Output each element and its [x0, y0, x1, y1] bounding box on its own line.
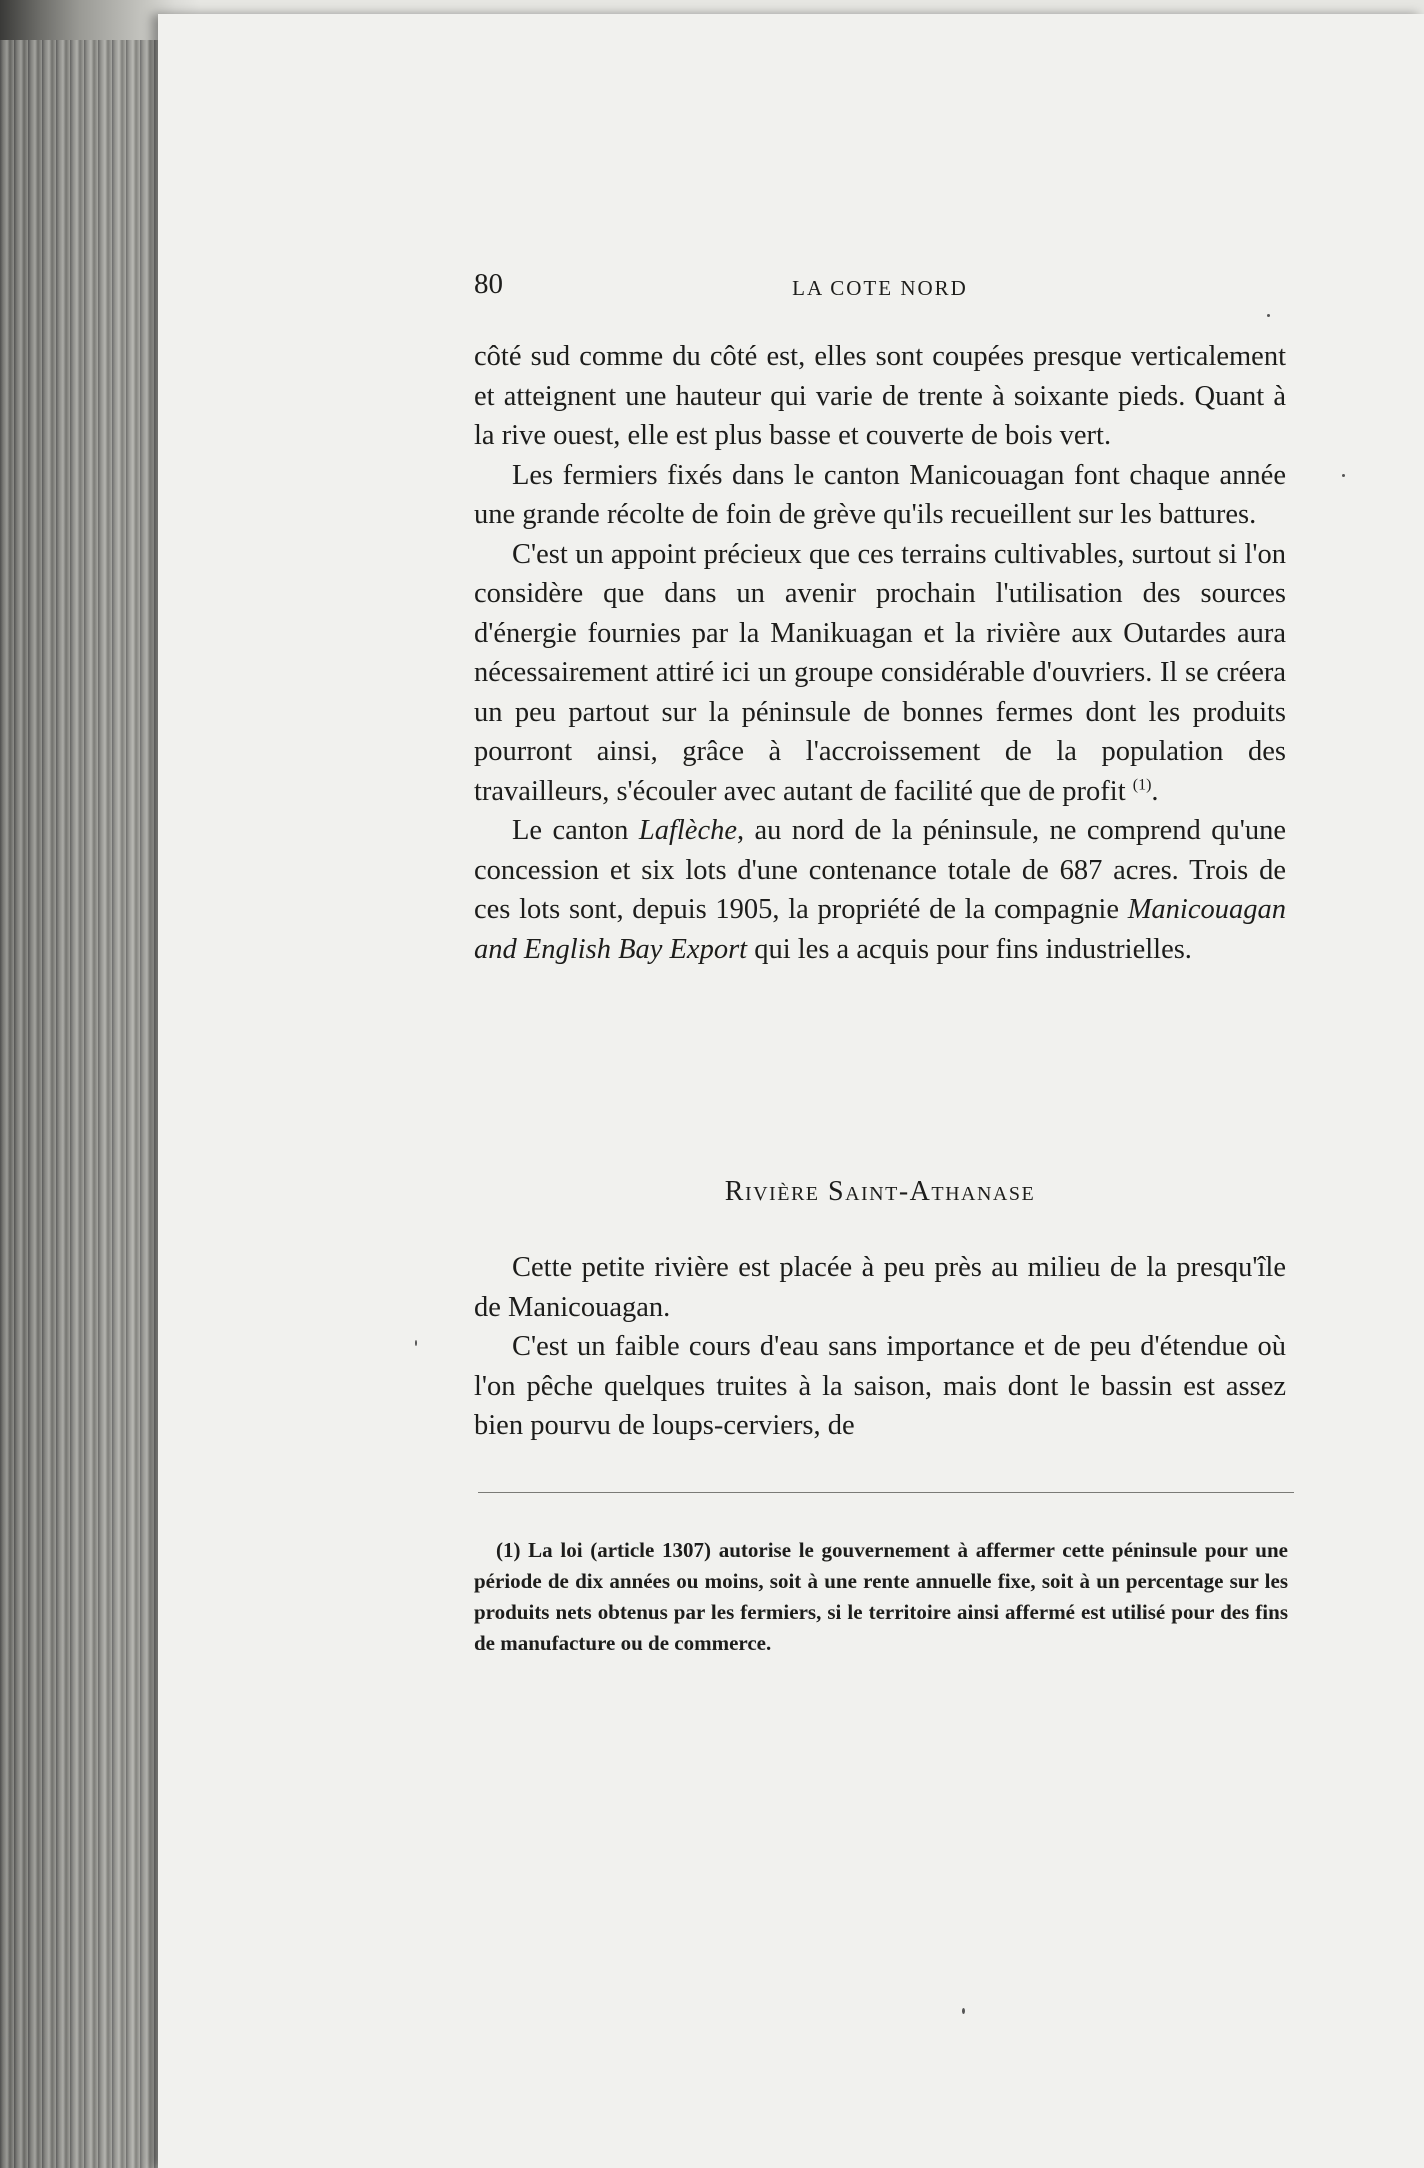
- page-stack-edge: [0, 40, 175, 2168]
- footnote-rule: [478, 1492, 1294, 1493]
- paragraph: [474, 535, 1286, 812]
- paragraph: côté sud comme du côté est, elles sont coupées presque verticalement et atteignent une hauteur qui varie de trente à soixante pieds. Quant à la rive ouest, elle est plus basse et couverte de bois vert.: [474, 341, 1286, 451]
- paragraph-text: C'est un appoint précieux que ces terrains cultivables, surtout si l'on considère que dans un avenir prochain l'utilisation des sources d'énergie fournies par la Manikuagan et la rivière aux Outardes aura nécessairement attiré ici un groupe considérable d'ouvriers. Il se créera un peu partout sur la péninsule de bonnes fermes dont les produits pourront ainsi, grâce à l'accroissement de la population des travailleurs, s'écouler avec autant de facilité que de profit: [474, 538, 1286, 807]
- scan-speck: [962, 2008, 965, 2014]
- paragraph-end: .: [1151, 775, 1159, 807]
- paragraph: [474, 811, 1286, 969]
- canton-name: Laflèche: [638, 815, 737, 846]
- paragraph-text: , au nord de la péninsule, ne comprend qu'une concession et six lots d'une contenance totale de 687 acres. Trois de ces lots sont, depuis 1905, la propriété de la compagnie: [474, 815, 1287, 925]
- footnote: [474, 1535, 1288, 1659]
- paragraph-text: Le canton: [512, 815, 639, 846]
- body-text: [474, 337, 1286, 969]
- company-name: Manicouagan and English Bay Export: [474, 894, 1286, 965]
- footnote-reference: (1): [1132, 776, 1152, 793]
- paragraph: Les fermiers fixés dans le canton Manicouagan font chaque année une grande récolte de foin de grève qu'ils recueillent sur les battures.: [474, 459, 1286, 530]
- paragraph: C'est un faible cours d'eau sans importance et de peu d'étendue où l'on pêche quelques truites à la saison, mais dont le bassin est assez bien pourvu de loups-cerviers, de: [474, 1331, 1286, 1441]
- running-title: LA COTE NORD: [792, 276, 968, 300]
- footnote-text: (1) La loi (article 1307) autorise le gouvernement à affermer cette péninsule pour une période de dix années ou moins, soit à une rente annuelle fixe, soit à un percentage sur les produits nets obtenus par les fermiers, si le territoire ainsi affermé est utilisé pour des fins de manufacture ou de commerce.: [474, 1538, 1288, 1655]
- scan-speck: [1267, 314, 1270, 317]
- section-heading: Rivière Saint-Athanase: [724, 1176, 1036, 1207]
- page-number: 80: [474, 268, 503, 300]
- paragraph: Cette petite rivière est placée à peu près au milieu de la presqu'île de Manicouagan.: [474, 1252, 1286, 1323]
- section-text: [474, 1248, 1286, 1446]
- scan-speck: [415, 1340, 417, 1346]
- paragraph-text: qui les a acquis pour fins industrielles.: [747, 933, 1192, 965]
- scan-speck: [1342, 474, 1345, 477]
